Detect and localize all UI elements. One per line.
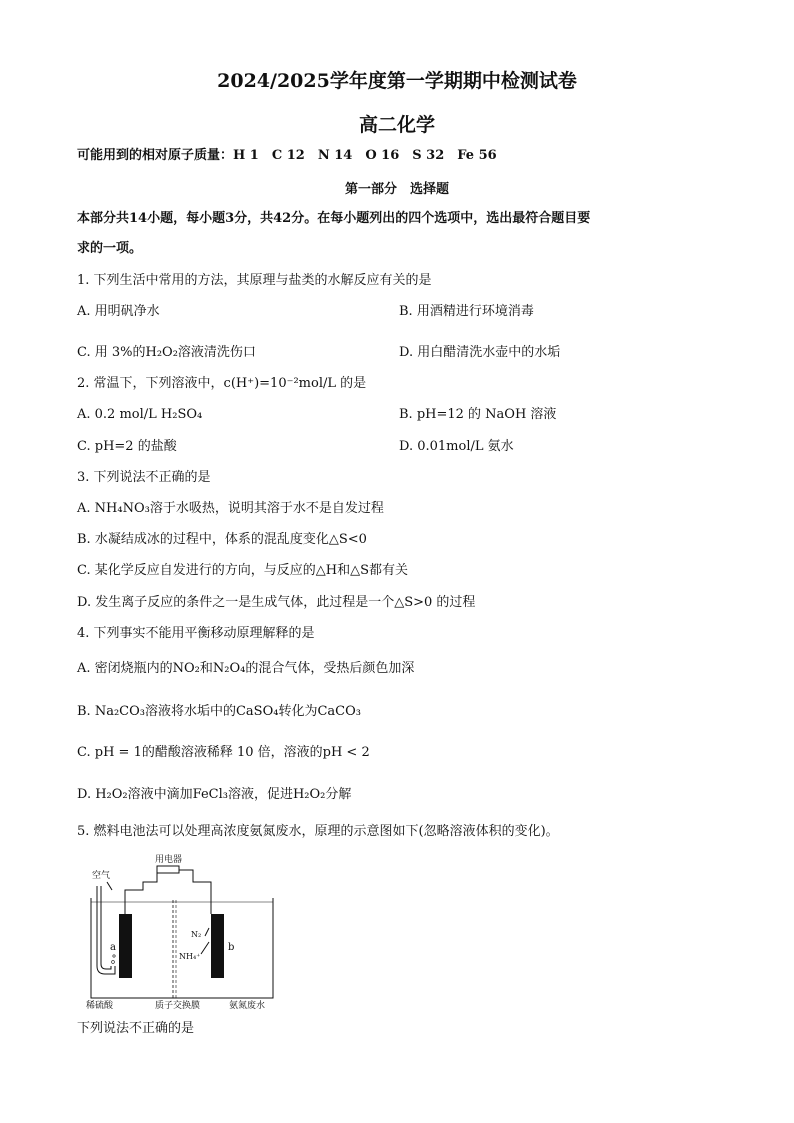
q3-option-b[interactable]: B. 水凝结成冰的过程中，体系的混乱度变化△S<0 [77, 532, 367, 547]
electrode-b-label: b [228, 942, 235, 953]
nh4-arrow-icon [201, 942, 209, 954]
air-arrow-icon [107, 882, 112, 890]
q5-stem: 5. 燃料电池法可以处理高浓度氨氮废水，原理的示意图如下(忽略溶液体积的变化)。 [77, 824, 559, 839]
q4-option-c[interactable]: C. pH = 1的醋酸溶液稀释 10 倍，溶液的pH < 2 [77, 745, 370, 760]
q3-option-c[interactable]: C. 某化学反应自发进行的方向，与反应的△H和△S都有关 [77, 563, 408, 578]
q1-option-d[interactable]: D. 用白醋清洗水壶中的水垢 [399, 345, 561, 360]
q4-option-d[interactable]: D. H₂O₂溶液中滴加FeCl₃溶液，促进H₂O₂分解 [77, 787, 352, 802]
q4-option-a[interactable]: A. 密闭烧瓶内的NO₂和N₂O₄的混合气体，受热后颜色加深 [77, 661, 415, 676]
q2-option-a[interactable]: A. 0.2 mol/L H₂SO₄ [77, 407, 203, 422]
wire [125, 870, 211, 914]
q3-option-d[interactable]: D. 发生离子反应的条件之一是生成气体，此过程是一个△S>0 的过程 [77, 595, 476, 610]
q5-followup: 下列说法不正确的是 [77, 1021, 195, 1036]
q4-option-b[interactable]: B. Na₂CO₃溶液将水垢中的CaSO₄转化为CaCO₃ [77, 704, 361, 719]
q2-option-c[interactable]: C. pH=2 的盐酸 [77, 439, 177, 454]
device-label: 用电器 [155, 855, 183, 865]
q3-stem: 3. 下列说法不正确的是 [77, 470, 211, 485]
q2-option-b[interactable]: B. pH=12 的 NaOH 溶液 [399, 407, 557, 422]
q2-stem: 2. 常温下，下列溶液中，c(H⁺)=10⁻²mol/L 的是 [77, 376, 367, 391]
device-box [157, 866, 179, 873]
q1-option-b[interactable]: B. 用酒精进行环境消毒 [399, 304, 534, 319]
fuel-cell-diagram [83, 848, 283, 1010]
q1-option-a[interactable]: A. 用明矾净水 [77, 304, 160, 319]
q4-stem: 4. 下列事实不能用平衡移动原理解释的是 [77, 626, 315, 641]
electrode-b [211, 914, 224, 978]
subject-title: 高二化学 [358, 114, 435, 136]
bubble-icon [113, 955, 115, 957]
section-instruction-2: 求的一项。 [77, 241, 143, 256]
n2-label: N₂ [191, 930, 202, 939]
air-tube-inner [101, 886, 111, 969]
electrode-a [119, 914, 132, 978]
left-solution-label: 稀硫酸 [86, 1001, 114, 1010]
section-instruction-1: 本部分共14小题，每小题3分，共42分。在每小题列出的四个选项中，选出最符合题目要 [77, 211, 591, 226]
q1-option-c[interactable]: C. 用 3%的H₂O₂溶液清洗伤口 [77, 345, 256, 360]
atomic-masses: 可能用到的相对原子质量：H 1 C 12 N 14 O 16 S 32 Fe 56 [77, 148, 497, 163]
exam-title: 2024/2025学年度第一学期期中检测试卷 [217, 70, 577, 92]
bubble-icon [112, 961, 115, 964]
electrode-a-label: a [110, 942, 116, 953]
q3-option-a[interactable]: A. NH₄NO₃溶于水吸热，说明其溶于水不是自发过程 [77, 501, 384, 516]
air-label: 空气 [92, 871, 111, 881]
section-title: 第一部分 选择题 [344, 182, 449, 197]
tank [91, 898, 273, 998]
n2-arrow-icon [205, 928, 209, 936]
nh4-label: NH₄⁺ [179, 952, 201, 961]
right-solution-label: 氨氮废水 [229, 1001, 266, 1010]
q2-option-d[interactable]: D. 0.01mol/L 氨水 [399, 439, 514, 454]
membrane-label: 质子交换膜 [155, 1001, 201, 1010]
q1-stem: 1. 下列生活中常用的方法，其原理与盐类的水解反应有关的是 [77, 273, 432, 288]
